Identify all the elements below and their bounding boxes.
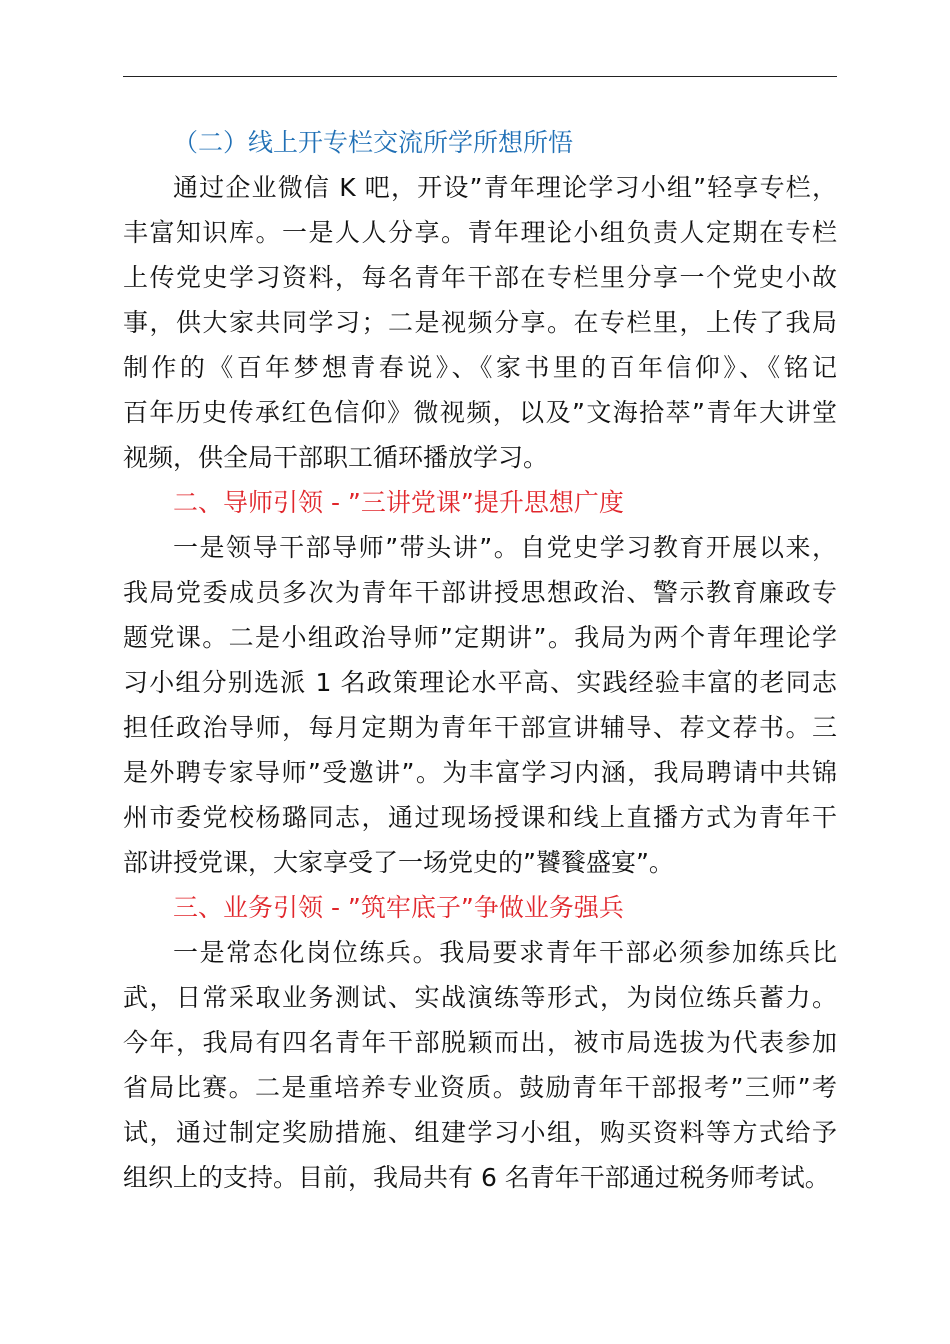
paragraph-line: 组织上的支持。目前，我局共有 6 名青年干部通过税务师考试。	[123, 1163, 830, 1192]
paragraph-line: 部讲授党课，大家享受了一场党史的”饕餮盛宴”。	[123, 848, 674, 877]
paragraph-line: 一是领导干部导师”带头讲”。自党史学习教育开展以来，	[173, 533, 837, 562]
section-heading: 二、导师引领 - ”三讲党课”提升思想广度	[173, 488, 624, 517]
paragraph-line: 今年，我局有四名青年干部脱颖而出，被市局选拔为代表参加	[123, 1028, 837, 1057]
paragraph-line: 事，供大家共同学习；二是视频分享。在专栏里，上传了我局	[123, 308, 837, 337]
paragraph-line: 习小组分别选派 1 名政策理论水平高、实践经验丰富的老同志	[123, 668, 837, 697]
paragraph-line: 制作的《百年梦想青春说》、《家书里的百年信仰》、《铭记	[123, 353, 837, 382]
header-rule	[123, 76, 837, 77]
paragraph-line: 题党课。二是小组政治导师”定期讲”。我局为两个青年理论学	[123, 623, 837, 652]
section-heading: 三、业务引领 - ”筑牢底子”争做业务强兵	[173, 893, 624, 922]
paragraph-line: 试，通过制定奖励措施、组建学习小组，购买资料等方式给予	[123, 1118, 837, 1147]
paragraph-line: 上传党史学习资料，每名青年干部在专栏里分享一个党史小故	[123, 263, 837, 292]
paragraph-line: 一是常态化岗位练兵。我局要求青年干部必须参加练兵比	[173, 938, 837, 967]
paragraph-line: 我局党委成员多次为青年干部讲授思想政治、警示教育廉政专	[123, 578, 837, 607]
paragraph-line: 丰富知识库。一是人人分享。青年理论小组负责人定期在专栏	[123, 218, 837, 247]
paragraph-line: 州市委党校杨璐同志，通过现场授课和线上直播方式为青年干	[123, 803, 837, 832]
paragraph-line: 通过企业微信 K 吧，开设”青年理论学习小组”轻享专栏，	[173, 173, 837, 202]
paragraph-line: 是外聘专家导师”受邀讲”。为丰富学习内涵，我局聘请中共锦	[123, 758, 837, 787]
paragraph-line: 担任政治导师，每月定期为青年干部宣讲辅导、荐文荐书。三	[123, 713, 837, 742]
paragraph-line: 武，日常采取业务测试、实战演练等形式，为岗位练兵蓄力。	[123, 983, 837, 1012]
paragraph-line: 百年历史传承红色信仰》微视频，以及”文海拾萃”青年大讲堂	[123, 398, 837, 427]
section-heading: （二）线上开专栏交流所学所想所悟	[173, 128, 574, 157]
paragraph-line: 视频，供全局干部职工循环播放学习。	[123, 443, 549, 472]
paragraph-line: 省局比赛。二是重培养专业资质。鼓励青年干部报考”三师”考	[123, 1073, 837, 1102]
document-body	[123, 120, 837, 1200]
